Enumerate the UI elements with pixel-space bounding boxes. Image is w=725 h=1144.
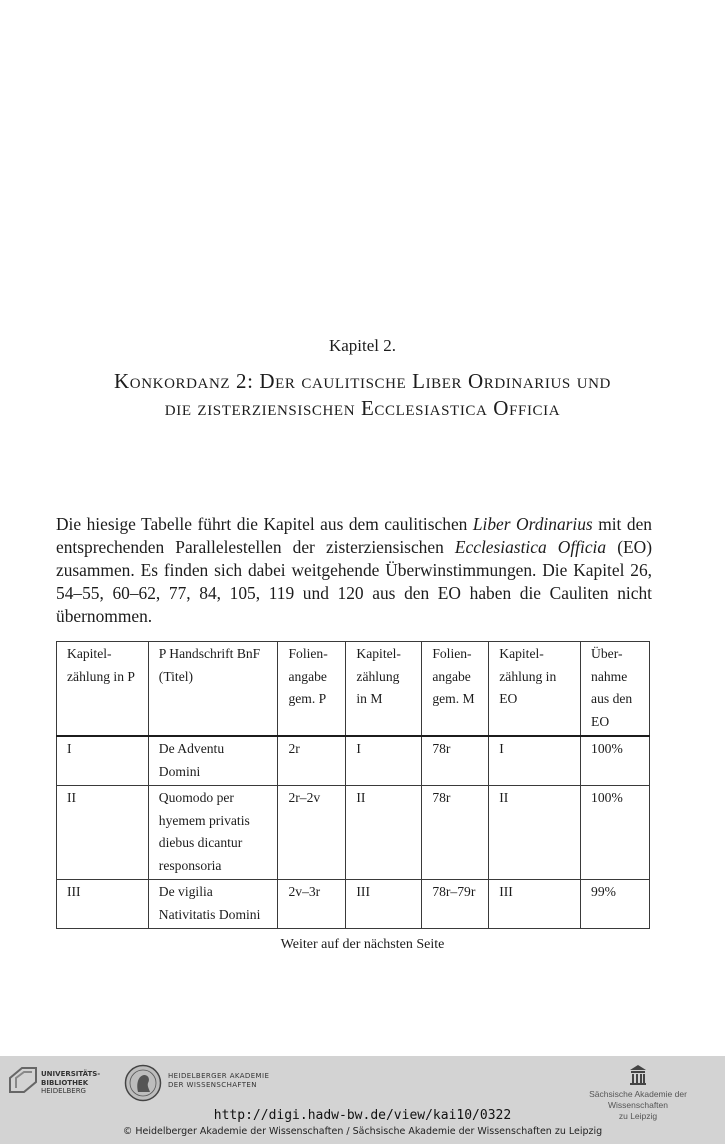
table-cell: De vigilia Nativitatis Domini xyxy=(148,880,278,929)
table-cell: I xyxy=(346,736,422,786)
table-cell: 100% xyxy=(581,786,650,880)
academy-seal-icon[interactable] xyxy=(124,1064,162,1102)
source-url-link[interactable]: http://digi.hadw-bw.de/view/kai10/0322 xyxy=(213,1108,512,1123)
table-cell: III xyxy=(57,880,149,929)
chapter-title xyxy=(40,368,685,422)
table-cell: II xyxy=(57,786,149,880)
table-header-row xyxy=(57,642,650,737)
intro-italic-ecclesiastica-officia: Ecclesiastica Officia xyxy=(454,537,607,557)
copyright-notice: © Heidelberger Akademie der Wissenschaften / Sächsische Akademie der Wissenschaften zu Leipzig xyxy=(122,1126,603,1137)
header-cell: Folien-angabe gem. P xyxy=(278,642,346,737)
chapter-title-line-1: Konkordanz 2: Der caulitische Liber Ordinarius und xyxy=(114,369,611,393)
footer-bar xyxy=(0,1056,725,1144)
continued-note: Weiter auf der nächsten Seite xyxy=(280,937,445,952)
table-cell: 78r xyxy=(422,786,489,880)
header-cell: Kapitel-zählung in P xyxy=(57,642,149,737)
table-cell: III xyxy=(489,880,581,929)
chapter-title-line-2: die zisterziensischen Ecclesiastica Officia xyxy=(164,396,561,420)
intro-italic-liber-ordinarius: Liber Ordinarius xyxy=(472,514,593,534)
table-cell: 99% xyxy=(581,880,650,929)
intro-text-1: Die hiesige Tabelle führt die Kapitel aus dem caulitischen xyxy=(56,514,473,534)
saxon-academy-name: Sächsische Akademie der Wissenschaften zu Leipzig xyxy=(589,1089,687,1121)
table-cell: III xyxy=(346,880,422,929)
table-cell: 2v–3r xyxy=(278,880,346,929)
saxon-academy-building-icon[interactable] xyxy=(629,1064,647,1086)
table-cell: 100% xyxy=(581,736,650,786)
table-cell: 2r xyxy=(278,736,346,786)
table-cell: Quomodo per hyemem privatis diebus dicantur responsoria xyxy=(148,786,278,880)
heidelberg-academy-name: HEIDELBERGER AKADEMIE DER WISSENSCHAFTEN xyxy=(168,1072,270,1089)
table-cell: II xyxy=(346,786,422,880)
table-cell: 78r xyxy=(422,736,489,786)
university-library-name: UNIVERSITÄTS- BIBLIOTHEK HEIDELBERG xyxy=(41,1070,101,1095)
header-cell: Kapitel-zählung in M xyxy=(346,642,422,737)
concordance-table xyxy=(56,641,650,929)
header-cell: Folien-angabe gem. M xyxy=(422,642,489,737)
table-cell: I xyxy=(489,736,581,786)
table-row xyxy=(57,736,650,786)
table-cell: 78r–79r xyxy=(422,880,489,929)
chapter-label: Kapitel 2. xyxy=(328,336,397,355)
intro-paragraph xyxy=(56,513,652,628)
table-row xyxy=(57,786,650,880)
intro-text-2: mit den entsprechenden Parallelestellen der zisterziensischen xyxy=(56,514,652,557)
table-cell: I xyxy=(57,736,149,786)
header-cell: Kapitel-zählung in EO xyxy=(489,642,581,737)
intro-text-3: (EO) zusammen. Es finden sich dabei weitgehende Überwinstimmungen. Die Kapitel 26, 54–55, 60–62, 77, 84, 105, 119 und 120 aus den EO haben die Cauliten nicht übernommen. xyxy=(56,537,652,626)
header-cell: P Handschrift BnF (Titel) xyxy=(148,642,278,737)
table-cell: 2r–2v xyxy=(278,786,346,880)
table-cell: De Adventu Domini xyxy=(148,736,278,786)
table-cell: II xyxy=(489,786,581,880)
table-row xyxy=(57,880,650,929)
header-cell: Über-nahme aus den EO xyxy=(581,642,650,737)
university-library-logo-icon[interactable] xyxy=(8,1066,38,1094)
